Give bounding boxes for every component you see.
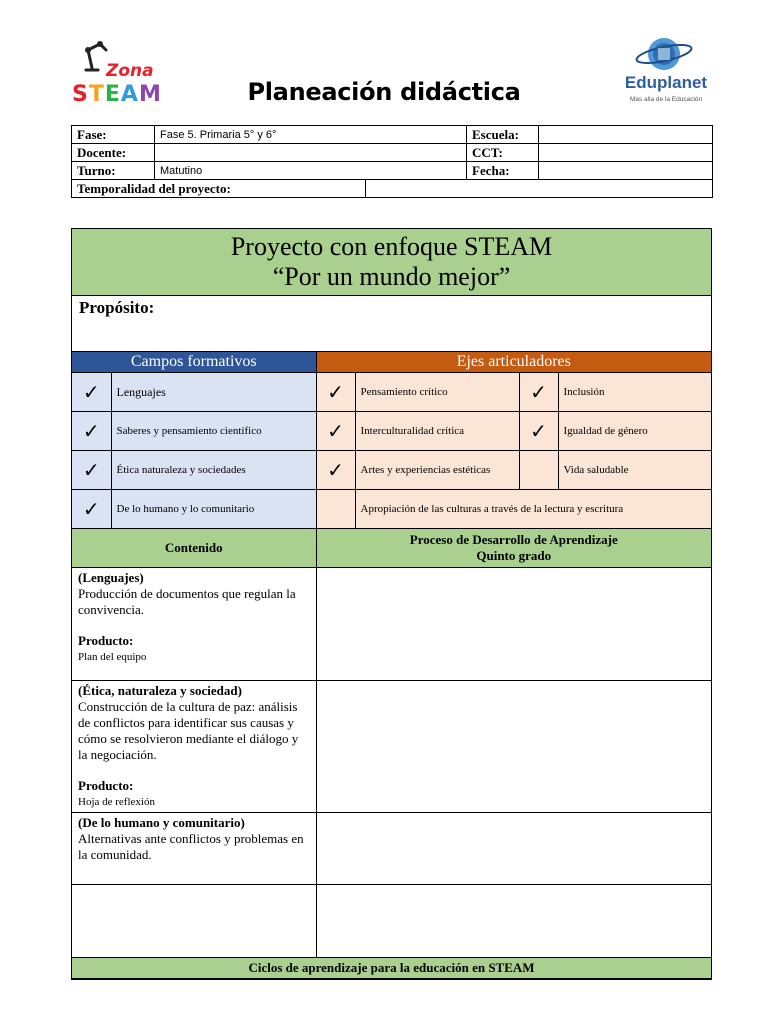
- check-box-empty[interactable]: [316, 490, 355, 529]
- process-cell[interactable]: [316, 568, 711, 681]
- ejes-header: Ejes articuladores: [316, 352, 711, 373]
- proceso-header: [316, 529, 711, 568]
- row-title: (De lo humano y comunitario): [78, 815, 245, 830]
- project-frame: [71, 228, 712, 980]
- project-subtitle: “Por un mundo mejor”: [272, 262, 511, 291]
- temporalidad-value[interactable]: [366, 180, 713, 198]
- info-table: [71, 125, 713, 198]
- turno-label: Turno:: [72, 162, 155, 180]
- content-table: [72, 529, 711, 979]
- temporalidad-label: Temporalidad del proyecto:: [72, 180, 366, 198]
- eje-item: Vida saludable: [558, 451, 711, 490]
- campos-ejes-table: [72, 352, 711, 529]
- page-title: Planeación didáctica: [247, 78, 521, 106]
- row-title: (Ética, naturaleza y sociedad): [78, 683, 242, 698]
- check-icon[interactable]: ✓: [72, 451, 111, 490]
- check-box-empty[interactable]: [519, 451, 558, 490]
- check-icon[interactable]: ✓: [72, 490, 111, 529]
- purpose-label: Propósito:: [79, 298, 155, 317]
- fase-label: Fase:: [72, 126, 155, 144]
- campo-item: Ética naturaleza y sociedades: [111, 451, 316, 490]
- product-value: Plan del equipo: [78, 651, 147, 663]
- product-value: Hoja de reflexión: [78, 796, 155, 808]
- check-icon[interactable]: ✓: [316, 451, 355, 490]
- check-icon[interactable]: ✓: [72, 373, 111, 412]
- project-banner: [72, 229, 711, 296]
- footer-bar: Ciclos de aprendizaje para la educación en STEAM: [72, 958, 711, 979]
- eje-item: Igualdad de género: [558, 412, 711, 451]
- docente-label: Docente:: [72, 144, 155, 162]
- contenido-header: Contenido: [72, 529, 316, 568]
- content-row: [72, 568, 316, 681]
- fecha-value[interactable]: [539, 162, 713, 180]
- eje-item: Pensamiento crítico: [355, 373, 519, 412]
- escuela-label: Escuela:: [467, 126, 539, 144]
- fase-value[interactable]: Fase 5. Primaria 5° y 6°: [155, 126, 467, 144]
- logo-eduplanet-tagline: Mas alla de la Educación: [629, 96, 703, 103]
- cct-label: CCT:: [467, 144, 539, 162]
- check-icon[interactable]: ✓: [316, 373, 355, 412]
- check-icon[interactable]: ✓: [519, 412, 558, 451]
- logo-eduplanet-name: Eduplanet: [624, 73, 708, 92]
- row-text: Producción de documentos que regulan la convivencia.: [78, 586, 296, 617]
- eje-item: Apropiación de las culturas a través de la lectura y escritura: [355, 490, 711, 529]
- check-icon[interactable]: ✓: [316, 412, 355, 451]
- docente-value[interactable]: [155, 144, 467, 162]
- project-title: Proyecto con enfoque STEAM: [230, 232, 553, 261]
- proceso-header-line2: Quinto grado: [476, 548, 552, 563]
- eje-item: Inclusión: [558, 373, 711, 412]
- eje-item: Artes y experiencias estéticas: [355, 451, 519, 490]
- product-label: Producto:: [78, 778, 134, 793]
- process-cell[interactable]: [316, 813, 711, 885]
- row-text: Alternativas ante conflictos y problemas en la comunidad.: [78, 831, 304, 862]
- content-row: [72, 813, 316, 885]
- logo-steam-text: STEAM: [72, 82, 162, 107]
- content-row-empty[interactable]: [72, 885, 316, 958]
- logo-zona-text: Zona: [106, 61, 154, 81]
- proceso-header-line1: Proceso de Desarrollo de Aprendizaje: [409, 532, 618, 547]
- turno-value[interactable]: Matutino: [155, 162, 467, 180]
- check-icon[interactable]: ✓: [72, 412, 111, 451]
- eje-item: Interculturalidad crítica: [355, 412, 519, 451]
- fecha-label: Fecha:: [467, 162, 539, 180]
- process-cell[interactable]: [316, 885, 711, 958]
- cct-value[interactable]: [539, 144, 713, 162]
- content-row: [72, 681, 316, 813]
- product-label: Producto:: [78, 633, 134, 648]
- row-text: Construcción de la cultura de paz: análisis de conflictos para identificar sus causas y cómo se resolvieron mediante el diálogo y la negociación.: [78, 699, 299, 762]
- campo-item: Lenguajes: [111, 373, 316, 412]
- campo-item: De lo humano y lo comunitario: [111, 490, 316, 529]
- campos-header: Campos formativos: [72, 352, 316, 373]
- row-title: (Lenguajes): [78, 570, 144, 585]
- purpose-field[interactable]: [72, 296, 711, 352]
- process-cell[interactable]: [316, 681, 711, 813]
- escuela-value[interactable]: [539, 126, 713, 144]
- campo-item: Saberes y pensamiento científico: [111, 412, 316, 451]
- check-icon[interactable]: ✓: [519, 373, 558, 412]
